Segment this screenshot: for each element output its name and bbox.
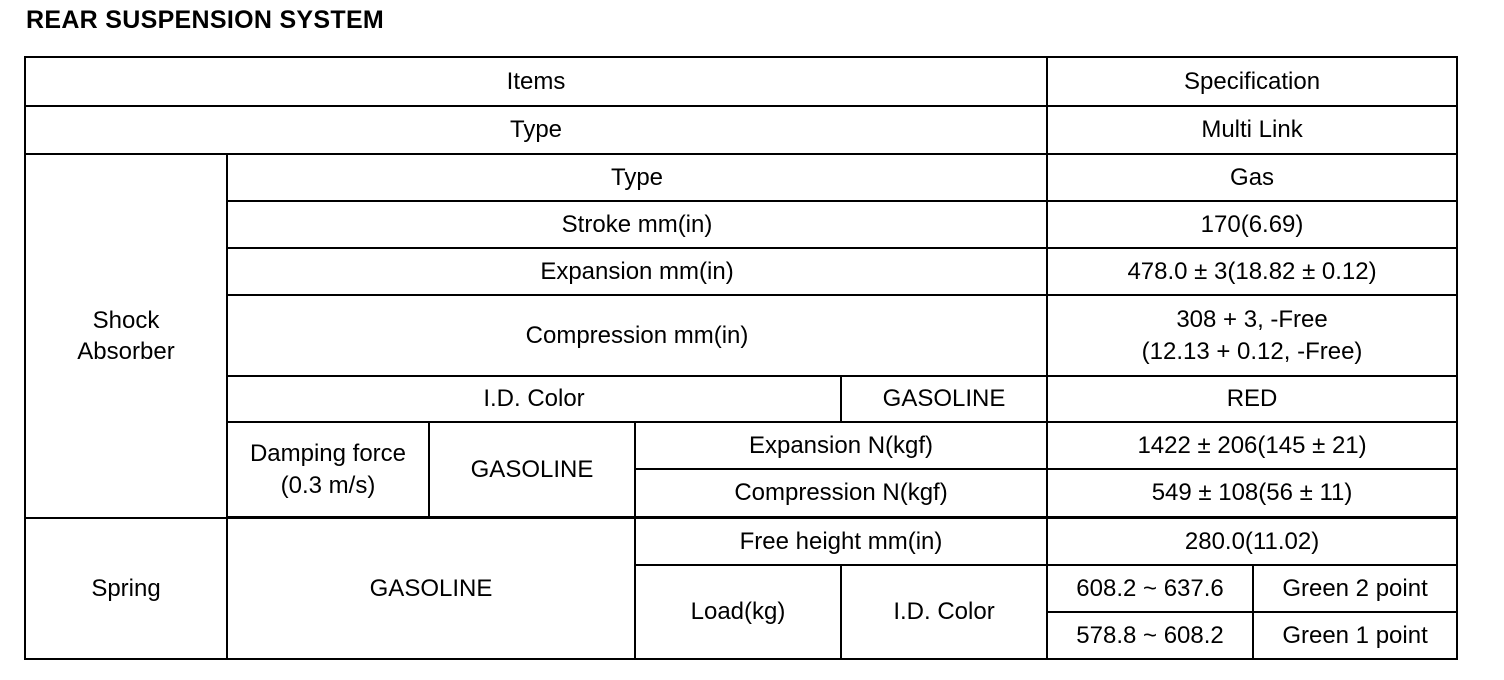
free-height-value: 280.0(11.02) — [1047, 518, 1457, 565]
damping-expansion-value: 1422 ± 206(145 ± 21) — [1047, 422, 1457, 469]
rear-suspension-spec-table — [24, 56, 1458, 660]
id-color-label: I.D. Color — [227, 376, 841, 422]
header-row — [25, 57, 1457, 106]
load-color-1: Green 2 point — [1253, 565, 1457, 612]
damping-expansion-label: Expansion N(kgf) — [635, 422, 1047, 469]
type-label: Type — [25, 106, 1047, 154]
stroke-value: 170(6.69) — [1047, 201, 1457, 248]
load-color-2: Green 1 point — [1253, 612, 1457, 659]
shock-type-row — [25, 154, 1457, 201]
id-color-engine: GASOLINE — [841, 376, 1047, 422]
compression-row — [25, 295, 1457, 376]
shock-absorber-label-line1: Shock — [92, 306, 160, 334]
specification-header: Specification — [1047, 57, 1457, 106]
load-label: Load(kg) — [635, 565, 841, 659]
free-height-row — [25, 518, 1457, 565]
damping-expansion-row — [25, 422, 1457, 469]
compression-value-line2: (12.13 + 0.12, -Free) — [1141, 337, 1363, 365]
damping-force-label-line1: Damping force — [249, 440, 407, 468]
id-color-row — [25, 376, 1457, 422]
load-range-1: 608.2 ~ 637.6 — [1047, 565, 1253, 612]
shock-absorber-label-line2: Absorber — [77, 338, 175, 365]
damping-force-label — [227, 422, 429, 517]
type-row — [25, 106, 1457, 154]
free-height-label: Free height mm(in) — [635, 518, 1047, 565]
load-range-2: 578.8 ~ 608.2 — [1047, 612, 1253, 659]
expansion-label: Expansion mm(in) — [227, 248, 1047, 295]
damping-compression-value: 549 ± 108(56 ± 11) — [1047, 469, 1457, 517]
spring-engine: GASOLINE — [227, 518, 635, 659]
shock-type-value: Gas — [1047, 154, 1457, 201]
spring-id-color-label: I.D. Color — [841, 565, 1047, 659]
id-color-value: RED — [1047, 376, 1457, 422]
expansion-row — [25, 248, 1457, 295]
compression-value-line1: 308 + 3, -Free — [1176, 306, 1328, 334]
damping-compression-label: Compression N(kgf) — [635, 469, 1047, 517]
expansion-value: 478.0 ± 3(18.82 ± 0.12) — [1047, 248, 1457, 295]
type-value: Multi Link — [1047, 106, 1457, 154]
page-title: REAR SUSPENSION SYSTEM — [26, 6, 385, 34]
compression-label: Compression mm(in) — [227, 295, 1047, 376]
stroke-label: Stroke mm(in) — [227, 201, 1047, 248]
items-header: Items — [25, 57, 1047, 106]
shock-type-label: Type — [227, 154, 1047, 201]
compression-value — [1047, 295, 1457, 376]
spring-label: Spring — [25, 518, 227, 659]
damping-force-label-line2: (0.3 m/s) — [280, 471, 376, 499]
shock-absorber-label — [25, 154, 227, 518]
damping-engine: GASOLINE — [429, 422, 635, 517]
stroke-row — [25, 201, 1457, 248]
